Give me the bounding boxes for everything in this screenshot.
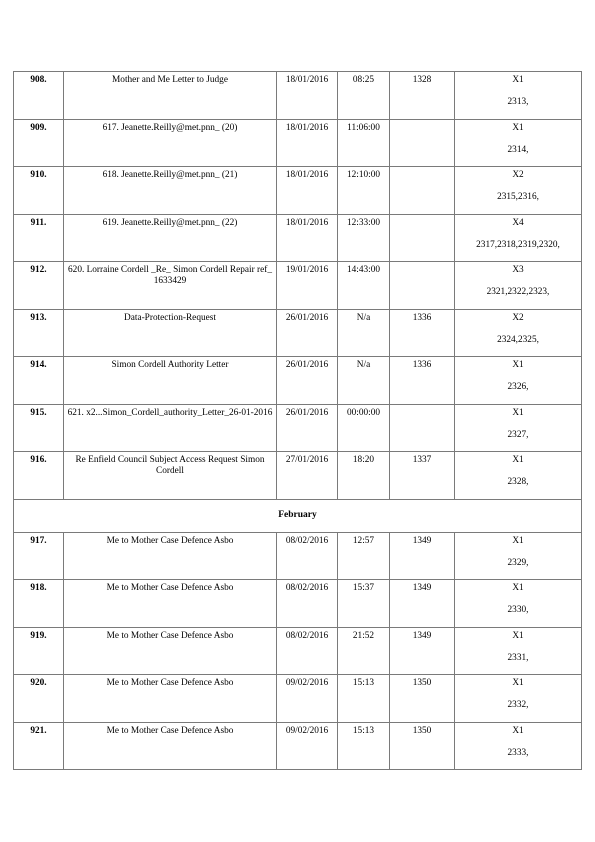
entry-pages: 2313, — [507, 97, 529, 107]
entry-date: 18/01/2016 — [277, 214, 338, 262]
entry-ref: 1350 — [390, 675, 455, 723]
entry-ref: 1350 — [390, 722, 455, 770]
entry-date: 18/01/2016 — [277, 119, 338, 167]
table-row — [14, 357, 582, 405]
entry-pages-cell — [455, 675, 582, 723]
entry-number: 908. — [14, 72, 64, 120]
entry-time: 15:37 — [338, 580, 390, 628]
entry-count: X1 — [512, 725, 524, 736]
entry-number: 911. — [14, 214, 64, 262]
table-row — [14, 214, 582, 262]
table-row — [14, 722, 582, 770]
entry-description: Me to Mother Case Defence Asbo — [64, 722, 277, 770]
entry-ref: 1336 — [390, 309, 455, 357]
table-row — [14, 309, 582, 357]
entry-time: 21:52 — [338, 627, 390, 675]
entry-time: 14:43:00 — [338, 262, 390, 310]
entry-description: Mother and Me Letter to Judge — [64, 72, 277, 120]
entry-time: 15:13 — [338, 675, 390, 723]
entry-number: 912. — [14, 262, 64, 310]
entry-ref: 1349 — [390, 532, 455, 580]
entry-number: 917. — [14, 532, 64, 580]
entry-description: Me to Mother Case Defence Asbo — [64, 532, 277, 580]
entry-description: 621. x2...Simon_Cordell_authority_Letter_26-01-2016 — [64, 404, 277, 452]
entry-pages: 2331, — [507, 652, 529, 663]
table-row — [14, 262, 582, 310]
entry-count: X1 — [512, 360, 524, 370]
entry-pages-cell — [455, 452, 582, 500]
entry-pages: 2327, — [507, 429, 529, 440]
entry-description: Me to Mother Case Defence Asbo — [64, 675, 277, 723]
entry-pages: 2333, — [507, 747, 529, 758]
entry-description: Simon Cordell Authority Letter — [64, 357, 277, 405]
entry-pages: 2321,2322,2323, — [486, 287, 550, 297]
entry-pages: 2332, — [507, 700, 529, 710]
entry-count: X1 — [512, 407, 524, 418]
entry-ref — [390, 404, 455, 452]
table-row — [14, 119, 582, 167]
entry-time: N/a — [338, 357, 390, 405]
entry-date: 09/02/2016 — [277, 675, 338, 723]
entry-description: Data-Protection-Request — [64, 309, 277, 357]
table-row — [14, 532, 582, 580]
entry-time: 12:57 — [338, 532, 390, 580]
table-row — [14, 404, 582, 452]
entry-time: 08:25 — [338, 72, 390, 120]
table-row — [14, 452, 582, 500]
month-heading: February — [14, 499, 582, 532]
entry-count: X1 — [512, 630, 524, 641]
entry-ref — [390, 119, 455, 167]
entry-ref: 1337 — [390, 452, 455, 500]
entry-date: 26/01/2016 — [277, 357, 338, 405]
entry-count: X4 — [512, 217, 524, 228]
entry-description: 620. Lorraine Cordell _Re_ Simon Cordell Repair ref_ 1633429 — [64, 262, 277, 310]
table-row — [14, 675, 582, 723]
entry-count: X1 — [512, 535, 524, 546]
entry-pages-cell — [455, 214, 582, 262]
entry-ref — [390, 214, 455, 262]
entry-description: 617. Jeanette.Reilly@met.pnn_ (20) — [64, 119, 277, 167]
entry-ref: 1349 — [390, 627, 455, 675]
entry-ref: 1336 — [390, 357, 455, 405]
table-row — [14, 72, 582, 120]
entry-pages-cell — [455, 627, 582, 675]
entry-description: Me to Mother Case Defence Asbo — [64, 580, 277, 628]
entry-date: 09/02/2016 — [277, 722, 338, 770]
entry-time: N/a — [338, 309, 390, 357]
entry-count: X2 — [512, 312, 524, 323]
entry-pages-cell — [455, 404, 582, 452]
entry-pages: 2330, — [507, 605, 529, 615]
entry-date: 08/02/2016 — [277, 532, 338, 580]
entry-count: X2 — [512, 170, 524, 180]
entry-description: Re Enfield Council Subject Access Request Simon Cordell — [64, 452, 277, 500]
entry-count: X1 — [512, 455, 524, 465]
entry-date: 18/01/2016 — [277, 72, 338, 120]
entry-description: 619. Jeanette.Reilly@met.pnn_ (22) — [64, 214, 277, 262]
entry-count: X3 — [512, 265, 524, 275]
entry-pages-cell — [455, 357, 582, 405]
entry-number: 914. — [14, 357, 64, 405]
entry-time: 18:20 — [338, 452, 390, 500]
entry-ref: 1349 — [390, 580, 455, 628]
entry-date: 26/01/2016 — [277, 404, 338, 452]
entry-ref — [390, 262, 455, 310]
entry-date: 26/01/2016 — [277, 309, 338, 357]
entry-pages-cell — [455, 722, 582, 770]
entry-number: 919. — [14, 627, 64, 675]
entry-pages: 2328, — [507, 477, 529, 487]
entry-count: X1 — [512, 678, 524, 688]
entry-description: 618. Jeanette.Reilly@met.pnn_ (21) — [64, 167, 277, 215]
entry-pages-cell — [455, 580, 582, 628]
entry-pages: 2329, — [507, 557, 529, 568]
table-row — [14, 627, 582, 675]
entry-number: 915. — [14, 404, 64, 452]
month-heading-row — [14, 499, 582, 532]
entry-pages: 2315,2316, — [497, 192, 539, 202]
entry-pages-cell — [455, 262, 582, 310]
entry-number: 910. — [14, 167, 64, 215]
entry-pages: 2324,2325, — [497, 334, 539, 345]
entry-pages-cell — [455, 167, 582, 215]
entry-pages-cell — [455, 72, 582, 120]
entry-pages: 2317,2318,2319,2320, — [476, 239, 560, 250]
entry-date: 08/02/2016 — [277, 627, 338, 675]
entry-time: 12:10:00 — [338, 167, 390, 215]
entry-date: 18/01/2016 — [277, 167, 338, 215]
entry-pages-cell — [455, 119, 582, 167]
entry-count: X1 — [512, 75, 524, 85]
entry-pages: 2326, — [507, 382, 529, 392]
entry-number: 918. — [14, 580, 64, 628]
entry-number: 921. — [14, 722, 64, 770]
entry-ref — [390, 167, 455, 215]
entry-number: 916. — [14, 452, 64, 500]
entry-date: 27/01/2016 — [277, 452, 338, 500]
entry-time: 00:00:00 — [338, 404, 390, 452]
entry-time: 15:13 — [338, 722, 390, 770]
entry-number: 920. — [14, 675, 64, 723]
entry-time: 12:33:00 — [338, 214, 390, 262]
entry-date: 19/01/2016 — [277, 262, 338, 310]
table-row — [14, 580, 582, 628]
entry-date: 08/02/2016 — [277, 580, 338, 628]
entry-pages-cell — [455, 532, 582, 580]
entry-pages-cell — [455, 309, 582, 357]
entry-time: 11:06:00 — [338, 119, 390, 167]
document-log-table — [13, 71, 582, 770]
entry-number: 913. — [14, 309, 64, 357]
table-row — [14, 167, 582, 215]
entry-count: X1 — [512, 583, 524, 593]
entry-number: 909. — [14, 119, 64, 167]
entry-ref: 1328 — [390, 72, 455, 120]
entry-pages: 2314, — [507, 144, 529, 155]
entry-count: X1 — [512, 122, 524, 133]
entry-description: Me to Mother Case Defence Asbo — [64, 627, 277, 675]
